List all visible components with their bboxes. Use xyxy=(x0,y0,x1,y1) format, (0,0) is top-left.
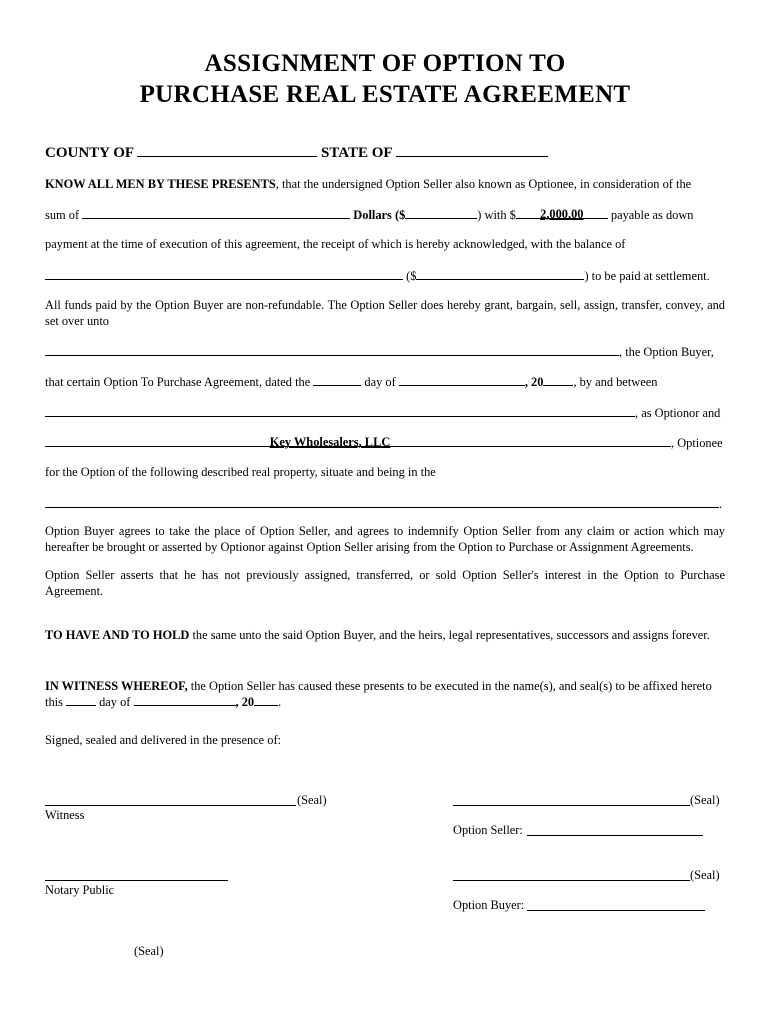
option-seller-seal-label: (Seal) xyxy=(690,793,720,807)
property-description-line xyxy=(45,495,722,512)
document-title-line-2: PURCHASE REAL ESTATE AGREEMENT xyxy=(139,81,631,108)
as-optionor-and-label: , as Optionor and xyxy=(635,406,721,420)
dated-month-field[interactable] xyxy=(399,373,525,386)
property-period: . xyxy=(719,497,723,511)
witness-whereof-text: the Option Seller has caused these presents to be executed in the name(s), and seal(s) to be affixed hereto xyxy=(187,679,712,693)
property-line: for the Option of the following described real property, situate and being in the xyxy=(45,465,436,479)
certain-option-text: that certain Option To Purchase Agreement, dated the xyxy=(45,375,311,389)
indemnify-paragraph: Option Buyer agrees to take the place of Option Seller, and agrees to indemnify Option Seller from any claim or action which may hereafter be brought or asserted by Optionor against Option Seller arising from the Option to Purchase or Assignment Agreements. xyxy=(45,524,725,554)
comma-20-label: , 20 xyxy=(524,375,544,389)
witness-month-field[interactable] xyxy=(134,693,236,706)
to-have-text: the same unto the said Option Buyer, and the heirs, legal representatives, successors and assigns forever. xyxy=(189,628,710,642)
witness-day-field[interactable] xyxy=(66,693,96,706)
by-and-between-label: , by and between xyxy=(573,375,658,389)
option-buyer-line xyxy=(45,343,714,360)
dollars-label: Dollars ($ xyxy=(353,208,406,222)
with-dollar-label: ) with $ xyxy=(477,208,516,222)
witness-label: Witness xyxy=(45,808,85,822)
optionor-name-field[interactable] xyxy=(45,404,635,417)
county-label: COUNTY OF xyxy=(45,145,134,161)
witness-whereof-heading: IN WITNESS WHEREOF, xyxy=(45,679,188,693)
balance-amount-field[interactable] xyxy=(416,267,584,280)
to-have-line xyxy=(45,627,710,643)
payable-as-down-label: payable as down xyxy=(607,208,694,222)
witness-year-field[interactable] xyxy=(254,693,278,706)
paid-at-settlement-label: ) to be paid at settlement. xyxy=(584,269,710,283)
know-all-text: , that the undersigned Option Seller also known as Optionee, in consideration of the xyxy=(275,177,692,191)
signed-sealed-line: Signed, sealed and delivered in the presence of: xyxy=(45,733,282,747)
state-label: STATE OF xyxy=(320,145,392,161)
balance-words-field[interactable] xyxy=(45,267,403,280)
sum-words-field[interactable] xyxy=(82,206,350,219)
optionor-line xyxy=(45,404,720,421)
open-paren-dollar: ($ xyxy=(406,269,417,283)
state-field[interactable] xyxy=(396,144,548,157)
day-of-label: day of xyxy=(361,375,399,389)
nonrefundable-paragraph: All funds paid by the Option Buyer are non-refundable. The Option Seller does hereby grant, bargain, sell, assign, transfer, convey, and set over unto xyxy=(45,298,725,328)
sum-line xyxy=(45,206,694,223)
witness-signature-field[interactable] xyxy=(45,804,296,806)
option-seller-name-field[interactable] xyxy=(527,834,703,836)
dated-day-field[interactable] xyxy=(313,373,361,386)
option-seller-label: Option Seller: xyxy=(453,823,523,837)
notary-seal-label: (Seal) xyxy=(134,944,164,958)
option-buyer-signature-field[interactable] xyxy=(453,879,690,881)
optionee-name: Key Wholesalers, LLC xyxy=(269,435,391,449)
property-description-field[interactable] xyxy=(45,495,719,508)
witness-date-line xyxy=(45,693,281,710)
balance-line xyxy=(45,267,710,284)
notary-public-label: Notary Public xyxy=(45,883,115,897)
this-label: this xyxy=(45,695,63,709)
notary-signature-field[interactable] xyxy=(45,879,228,881)
option-buyer-label: Option Buyer: xyxy=(453,898,525,912)
know-all-heading: KNOW ALL MEN BY THESE PRESENTS xyxy=(45,177,276,191)
payment-line: payment at the time of execution of this agreement, the receipt of which is hereby acknowledged, with the balance of xyxy=(45,237,626,251)
sum-of-label: sum of xyxy=(45,208,80,222)
dated-line xyxy=(45,373,657,390)
option-buyer-name-field[interactable] xyxy=(527,909,705,911)
dated-year-field[interactable] xyxy=(543,373,573,386)
to-have-heading: TO HAVE AND TO HOLD xyxy=(45,628,190,642)
the-option-buyer-label: , the Option Buyer, xyxy=(619,345,714,359)
optionee-line xyxy=(45,434,723,451)
witness-whereof-line xyxy=(45,678,712,694)
end-period: . xyxy=(278,695,282,709)
optionee-label: , Optionee xyxy=(671,436,723,450)
option-seller-signature-field[interactable] xyxy=(453,804,690,806)
county-field[interactable] xyxy=(137,144,317,157)
asserts-paragraph: Option Seller asserts that he has not previously assigned, transferred, or sold Option Seller's interest in the Option to Purchase Agreement. xyxy=(45,568,725,598)
day-of-label-2: day of xyxy=(96,695,134,709)
witness-seal-label: (Seal) xyxy=(297,793,327,807)
down-payment-field[interactable] xyxy=(516,206,608,223)
down-payment-amount: 2,000.00 xyxy=(540,207,584,221)
option-buyer-seal-label: (Seal) xyxy=(690,868,720,882)
dollars-amount-field[interactable] xyxy=(405,206,477,219)
option-buyer-name-field[interactable] xyxy=(45,343,619,356)
optionee-name-field[interactable] xyxy=(45,434,671,451)
comma-20-label-2: , 20 xyxy=(235,695,255,709)
document-title-line-1: ASSIGNMENT OF OPTION TO xyxy=(204,50,566,77)
know-all-line xyxy=(45,176,691,192)
county-state-line xyxy=(45,144,548,161)
